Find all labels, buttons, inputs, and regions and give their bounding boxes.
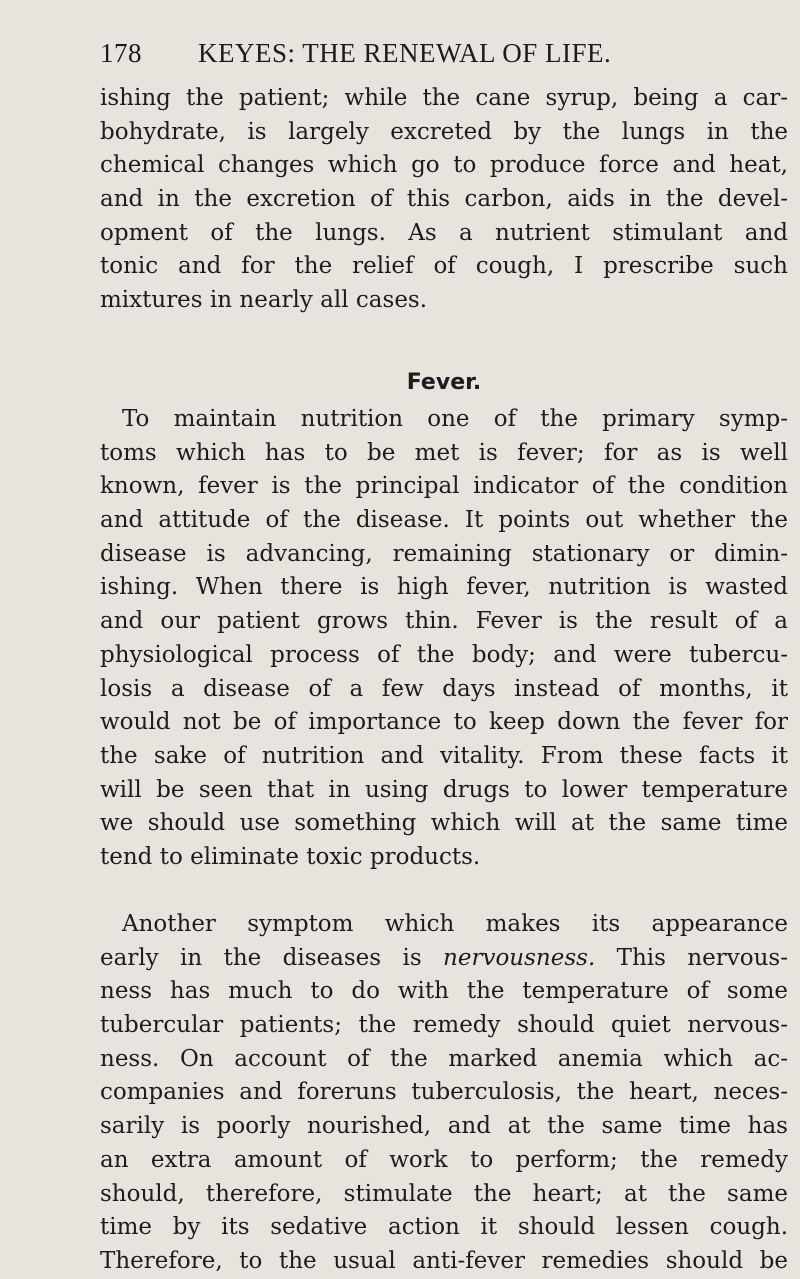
running-head: KEYES: THE RENEWAL OF LIFE. — [198, 38, 612, 68]
text-line: losis a disease of a few days instead of months, it — [100, 675, 788, 702]
text-line: Another symptom which makes its appearance — [122, 911, 788, 937]
text-line: known, fever is the principal indicator of the condition — [100, 473, 788, 500]
text-line: sarily is poorly nourished, and at the same time has — [100, 1113, 788, 1140]
page-number: 178 — [100, 38, 142, 68]
text-line: tubercular patients; the remedy should quiet nervous- — [100, 1012, 788, 1039]
text-line: should, therefore, stimulate the heart; at the same — [100, 1180, 788, 1207]
text-line: the sake of nutrition and vitality. From these facts it — [100, 742, 788, 769]
text-line: we should use something which will at the same time — [100, 810, 788, 837]
text-line: tonic and for the relief of cough, I prescribe such — [100, 253, 788, 280]
text-segment: This nervous- — [616, 944, 788, 971]
italic-term: nervousness. — [443, 944, 596, 971]
text-line: disease is advancing, remaining stationary or dimin- — [100, 540, 788, 567]
text-line: ishing. When there is high fever, nutrition is wasted — [100, 574, 788, 601]
text-line: physiological process of the body; and were tubercu- — [100, 641, 788, 668]
text-line: will be seen that in using drugs to lower temperature — [100, 776, 788, 803]
page-header — [100, 38, 790, 72]
text-line: bohydrate, is largely excreted by the lungs in the — [100, 118, 788, 145]
text-line: and attitude of the disease. It points out whether the — [100, 507, 788, 534]
text-line: time by its sedative action it should lessen cough. — [100, 1214, 788, 1241]
text-line: opment of the lungs. As a nutrient stimulant and — [100, 219, 788, 246]
text-line: toms which has to be met is fever; for as is well — [100, 439, 788, 466]
text-line: mixtures in nearly all cases. — [100, 287, 428, 314]
paragraph-nervousness — [100, 908, 788, 1279]
text-segment: early in the diseases is — [100, 944, 422, 971]
text-line: tend to eliminate toxic products. — [100, 843, 481, 870]
text-line: would not be of importance to keep down the fever for — [100, 709, 788, 736]
text-line: To maintain nutrition one of the primary symp- — [122, 406, 788, 432]
text-line: companies and foreruns tuberculosis, the heart, neces- — [100, 1079, 788, 1106]
text-line: and our patient grows thin. Fever is the result of a — [100, 608, 788, 635]
text-line: ness. On account of the marked anemia which ac- — [100, 1045, 788, 1072]
text-line: ishing the patient; while the cane syrup, being a car- — [100, 85, 788, 111]
paragraph-fever — [100, 403, 788, 875]
text-line: and in the excretion of this carbon, aids in the devel- — [100, 186, 788, 213]
text-line — [100, 942, 788, 976]
paragraph-continuation — [100, 82, 788, 318]
text-line: Therefore, to the usual anti-fever remedies should be — [100, 1247, 788, 1274]
text-line: ness has much to do with the temperature of some — [100, 978, 788, 1005]
text-line: chemical changes which go to produce force and heat, — [100, 152, 788, 179]
section-heading-fever: Fever. — [406, 370, 482, 395]
text-line: an extra amount of work to perform; the remedy — [100, 1146, 788, 1173]
